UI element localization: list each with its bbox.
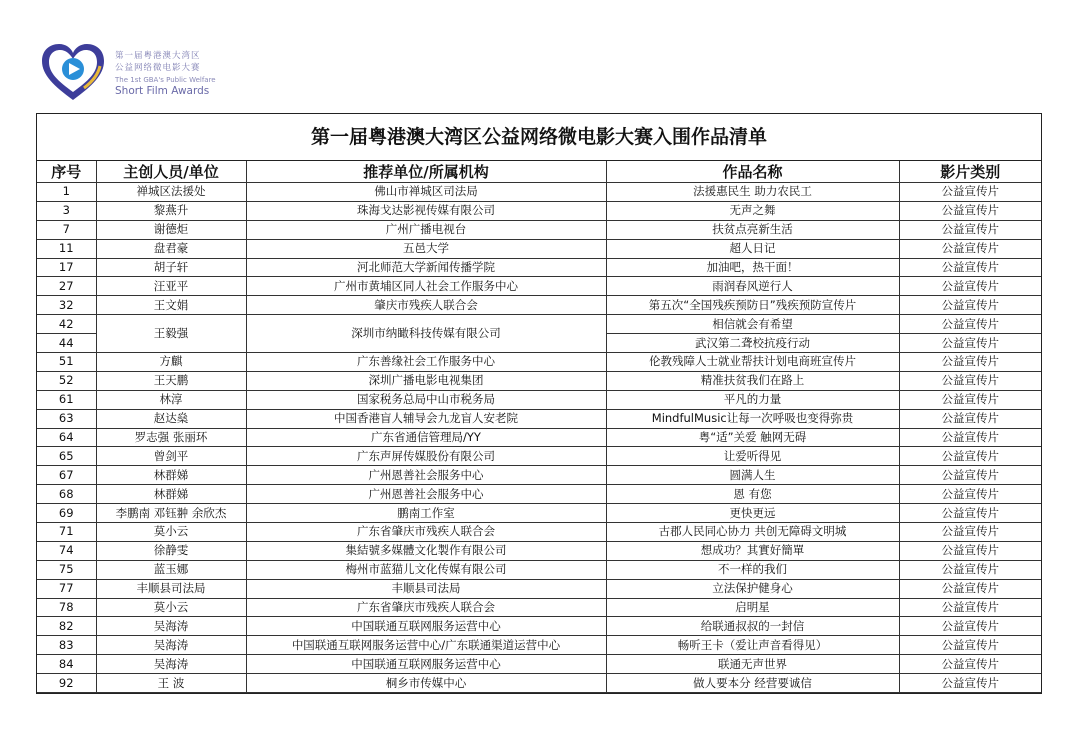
logo-cn-line1: 第一届粤港澳大湾区: [115, 51, 201, 61]
cell-creator: 莫小云: [96, 523, 246, 542]
page-title: 第一届粤港澳大湾区公益网络微电影大赛入围作品清单: [37, 114, 1041, 161]
cell-creator: 王 波: [96, 674, 246, 693]
cell-category: 公益宣传片: [899, 447, 1041, 466]
cell-category: 公益宣传片: [899, 315, 1041, 334]
cell-category: 公益宣传片: [899, 296, 1041, 315]
cell-organization: 广东省通信管理局/YY: [246, 428, 606, 447]
cell-serial-no: 77: [37, 579, 96, 598]
cell-work-title: 圆满人生: [606, 466, 899, 485]
table-row: [37, 258, 1041, 277]
table-row: [37, 239, 1041, 258]
cell-category: 公益宣传片: [899, 617, 1041, 636]
header-work-title: 作品名称: [606, 161, 899, 183]
cell-creator: 吴海涛: [96, 636, 246, 655]
cell-creator: 莫小云: [96, 598, 246, 617]
heart-play-logo-icon: [40, 42, 106, 104]
logo-en-line1: The 1st GBA's Public Welfare: [115, 76, 216, 84]
header-category: 影片类别: [899, 161, 1041, 183]
cell-organization: 广东善缘社会工作服务中心: [246, 353, 606, 372]
cell-creator: 王天鹏: [96, 371, 246, 390]
cell-organization: 丰顺县司法局: [246, 579, 606, 598]
logo-en-line2: Short Film Awards: [115, 85, 210, 97]
cell-creator: 王毅强: [96, 315, 246, 353]
cell-serial-no: 32: [37, 296, 96, 315]
cell-work-title: 精准扶贫我们在路上: [606, 371, 899, 390]
cell-category: 公益宣传片: [899, 504, 1041, 523]
cell-serial-no: 27: [37, 277, 96, 296]
cell-serial-no: 71: [37, 523, 96, 542]
cell-creator: 吴海涛: [96, 655, 246, 674]
cell-organization: 国家税务总局中山市税务局: [246, 390, 606, 409]
cell-organization: 中国联通互联网服务运营中心: [246, 617, 606, 636]
cell-organization: 河北师范大学新闻传播学院: [246, 258, 606, 277]
cell-serial-no: 67: [37, 466, 96, 485]
cell-work-title: 超人日记: [606, 239, 899, 258]
cell-work-title: 畅听王卡（爱让声音看得见）: [606, 636, 899, 655]
cell-serial-no: 51: [37, 353, 96, 372]
cell-organization: 集結號多媒體文化製作有限公司: [246, 541, 606, 560]
cell-work-title: 立法保护健身心: [606, 579, 899, 598]
cell-organization: 广东声屏传媒股份有限公司: [246, 447, 606, 466]
cell-category: 公益宣传片: [899, 239, 1041, 258]
cell-organization: 深圳广播电影电视集团: [246, 371, 606, 390]
cell-serial-no: 74: [37, 541, 96, 560]
cell-creator: 蓝玉娜: [96, 560, 246, 579]
table-row: [37, 466, 1041, 485]
cell-work-title: 平凡的力量: [606, 390, 899, 409]
table-row: [37, 371, 1041, 390]
cell-organization: 佛山市禅城区司法局: [246, 183, 606, 202]
table-header-row: [37, 161, 1041, 183]
cell-creator: 林群娣: [96, 466, 246, 485]
cell-creator: 汪亚平: [96, 277, 246, 296]
cell-category: 公益宣传片: [899, 636, 1041, 655]
cell-serial-no: 78: [37, 598, 96, 617]
table-row: [37, 504, 1041, 523]
cell-organization: 广州恩善社会服务中心: [246, 466, 606, 485]
cell-work-title: 粤“适”关爱 触网无碍: [606, 428, 899, 447]
table-row: [37, 674, 1041, 693]
cell-creator: 胡子轩: [96, 258, 246, 277]
cell-serial-no: 68: [37, 485, 96, 504]
cell-category: 公益宣传片: [899, 390, 1041, 409]
cell-category: 公益宣传片: [899, 183, 1041, 202]
cell-creator: 徐静雯: [96, 541, 246, 560]
cell-creator: 王文娟: [96, 296, 246, 315]
cell-serial-no: 1: [37, 183, 96, 202]
cell-serial-no: 92: [37, 674, 96, 693]
table-row: [37, 353, 1041, 372]
table-row: [37, 598, 1041, 617]
cell-creator: 盘君豪: [96, 239, 246, 258]
cell-serial-no: 84: [37, 655, 96, 674]
cell-serial-no: 65: [37, 447, 96, 466]
cell-organization: 广州恩善社会服务中心: [246, 485, 606, 504]
cell-serial-no: 69: [37, 504, 96, 523]
cell-category: 公益宣传片: [899, 334, 1041, 353]
cell-category: 公益宣传片: [899, 428, 1041, 447]
table-row: [37, 485, 1041, 504]
table-row: [37, 183, 1041, 202]
cell-serial-no: 7: [37, 220, 96, 239]
cell-work-title: 古郡人民同心协力 共创无障碍文明城: [606, 523, 899, 542]
cell-work-title: 法援惠民生 助力农民工: [606, 183, 899, 202]
cell-work-title: 伦教残障人士就业帮扶计划电商班宣传片: [606, 353, 899, 372]
cell-category: 公益宣传片: [899, 598, 1041, 617]
table-row: [37, 523, 1041, 542]
table-row: [37, 541, 1041, 560]
cell-organization: 广州市黄埔区同人社会工作服务中心: [246, 277, 606, 296]
table-row: [37, 617, 1041, 636]
cell-organization: 五邑大学: [246, 239, 606, 258]
cell-work-title: 启明星: [606, 598, 899, 617]
cell-category: 公益宣传片: [899, 523, 1041, 542]
cell-work-title: 第五次“全国残疾预防日”残疾预防宣传片: [606, 296, 899, 315]
table-row: [37, 447, 1041, 466]
header-creator: 主创人员/单位: [96, 161, 246, 183]
cell-organization: 中国联通互联网服务运营中心: [246, 655, 606, 674]
cell-work-title: 无声之舞: [606, 201, 899, 220]
awards-logo: [40, 42, 220, 108]
logo-cn-line2: 公益网络微电影大赛: [115, 63, 201, 73]
table-row: [37, 390, 1041, 409]
cell-organization: 鹏南工作室: [246, 504, 606, 523]
cell-work-title: 做人要本分 经营要诚信: [606, 674, 899, 693]
cell-serial-no: 42: [37, 315, 96, 334]
cell-creator: 吴海涛: [96, 617, 246, 636]
table-row: [37, 201, 1041, 220]
table-row: [37, 428, 1041, 447]
cell-category: 公益宣传片: [899, 277, 1041, 296]
cell-serial-no: 61: [37, 390, 96, 409]
cell-work-title: MindfulMusic让每一次呼吸也变得弥贵: [606, 409, 899, 428]
cell-category: 公益宣传片: [899, 560, 1041, 579]
cell-creator: 赵达燊: [96, 409, 246, 428]
cell-creator: 黎燕升: [96, 201, 246, 220]
cell-creator: 方麒: [96, 353, 246, 372]
table-row: [37, 296, 1041, 315]
cell-category: 公益宣传片: [899, 485, 1041, 504]
cell-work-title: 恩 有您: [606, 485, 899, 504]
cell-work-title: 雨润春风逆行人: [606, 277, 899, 296]
cell-serial-no: 82: [37, 617, 96, 636]
cell-creator: 林淳: [96, 390, 246, 409]
cell-work-title: 更快更远: [606, 504, 899, 523]
header-organization: 推荐单位/所属机构: [246, 161, 606, 183]
cell-creator: 谢德炬: [96, 220, 246, 239]
cell-category: 公益宣传片: [899, 674, 1041, 693]
cell-organization: 桐乡市传媒中心: [246, 674, 606, 693]
cell-organization: 广东省肇庆市残疾人联合会: [246, 523, 606, 542]
cell-category: 公益宣传片: [899, 353, 1041, 372]
cell-work-title: 想成功？其實好簡單: [606, 541, 899, 560]
table-row: [37, 560, 1041, 579]
table-row: [37, 636, 1041, 655]
cell-work-title: 相信就会有希望: [606, 315, 899, 334]
cell-category: 公益宣传片: [899, 220, 1041, 239]
cell-work-title: 不一样的我们: [606, 560, 899, 579]
finalist-table: [37, 161, 1041, 693]
cell-category: 公益宣传片: [899, 655, 1041, 674]
cell-work-title: 加油吧，热干面！: [606, 258, 899, 277]
header-serial-no: 序号: [37, 161, 96, 183]
cell-category: 公益宣传片: [899, 466, 1041, 485]
cell-organization: 广东省肇庆市残疾人联合会: [246, 598, 606, 617]
cell-category: 公益宣传片: [899, 258, 1041, 277]
cell-category: 公益宣传片: [899, 371, 1041, 390]
cell-organization: 中国香港盲人辅导会九龙盲人安老院: [246, 409, 606, 428]
table-row: [37, 315, 1041, 334]
cell-work-title: 武汉第二聋校抗疫行动: [606, 334, 899, 353]
cell-serial-no: 17: [37, 258, 96, 277]
cell-serial-no: 83: [37, 636, 96, 655]
cell-creator: 曾剑平: [96, 447, 246, 466]
cell-organization: 深圳市纳瞰科技传媒有限公司: [246, 315, 606, 353]
cell-category: 公益宣传片: [899, 409, 1041, 428]
table-row: [37, 655, 1041, 674]
cell-serial-no: 3: [37, 201, 96, 220]
table-row: [37, 277, 1041, 296]
cell-organization: 中国联通互联网服务运营中心/广东联通渠道运营中心: [246, 636, 606, 655]
table-row: [37, 579, 1041, 598]
cell-category: 公益宣传片: [899, 541, 1041, 560]
cell-creator: 林群娣: [96, 485, 246, 504]
cell-creator: 罗志强 张丽环: [96, 428, 246, 447]
cell-creator: 禅城区法援处: [96, 183, 246, 202]
table-body: [37, 183, 1041, 693]
table-row: [37, 220, 1041, 239]
cell-serial-no: 64: [37, 428, 96, 447]
cell-work-title: 联通无声世界: [606, 655, 899, 674]
cell-serial-no: 63: [37, 409, 96, 428]
table-row: [37, 409, 1041, 428]
cell-serial-no: 52: [37, 371, 96, 390]
cell-organization: 珠海戈达影视传媒有限公司: [246, 201, 606, 220]
cell-creator: 丰顺县司法局: [96, 579, 246, 598]
cell-work-title: 让爱听得见: [606, 447, 899, 466]
cell-organization: 梅州市蓝猫儿文化传媒有限公司: [246, 560, 606, 579]
cell-serial-no: 44: [37, 334, 96, 353]
cell-organization: 广州广播电视台: [246, 220, 606, 239]
cell-category: 公益宣传片: [899, 579, 1041, 598]
cell-serial-no: 11: [37, 239, 96, 258]
cell-creator: 李鹏南 邓钰翀 余欣杰: [96, 504, 246, 523]
cell-organization: 肇庆市残疾人联合会: [246, 296, 606, 315]
cell-work-title: 扶贫点亮新生活: [606, 220, 899, 239]
cell-serial-no: 75: [37, 560, 96, 579]
finalist-list-table-frame: [36, 113, 1042, 694]
cell-work-title: 给联通叔叔的一封信: [606, 617, 899, 636]
cell-category: 公益宣传片: [899, 201, 1041, 220]
